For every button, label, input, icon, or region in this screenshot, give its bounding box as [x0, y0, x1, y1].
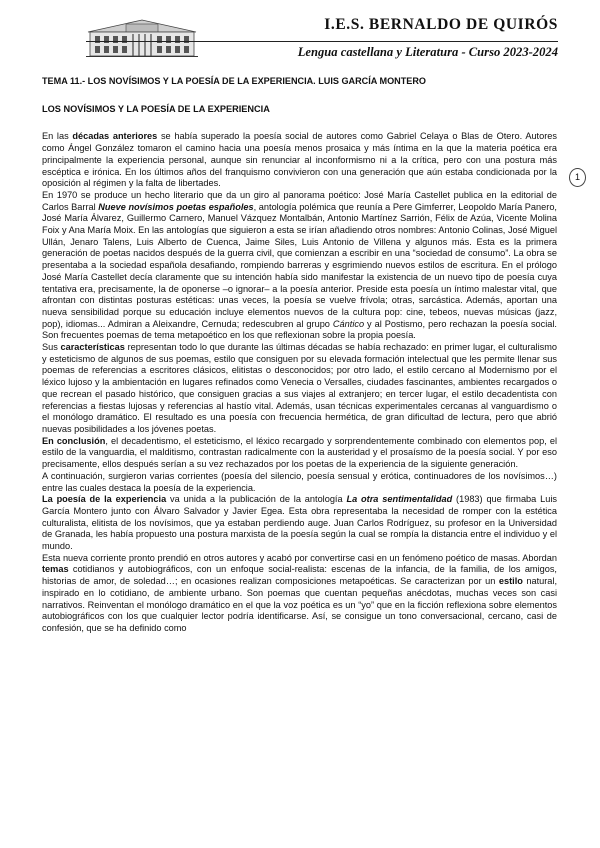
paragraph: La poesía de la experiencia va unida a la publicación de la antología La otra sentimentalidad (1983) que firmaba Luis García Montero junto con Álvaro Salvador y Javier Egea. Esta obra representaba la necesidad de romper con la estética culturalista, elitista de los novísimos, que ya estaban perdiendo auge. Juan Carlos Rodríguez, su profesor en la Universidad de Granada, les había propuesto una postura marxista de la poesía según la cual se rompía la distancia entre el individuo y el mundo. [42, 494, 557, 552]
paragraph: Sus características representan todo lo que durante las últimas décadas se había rechazado: en primer lugar, el culturalismo y esteticismo de algunos de sus poemas, estilo que consiguen por su elevada formación intelectual que les permite llenar sus poemas de referencias a escritores clásicos, elitistas o desconocidos; por otro lado, el estilo cercano al Modernismo por el léxico lujoso y la ambientación en lugares refinados como Venecia o Versalles, ciudades fascinantes, ambientes recargados o que recrean el pasado histórico, que consiguen gracias a sus viajes al extranjero; en tercer lugar, el estilo decadentista con referencias a fiestas lujosas y referencias al hastío vital. Además, usan técnicas experimentales cercanas al vanguardismo o el monólogo dramático. El resultado es una poesía con frecuencia hermética, de gran dificultad de lectura, pero que abrió nuevas posibilidades a los jóvenes poetas. [42, 342, 557, 434]
paragraph: En 1970 se produce un hecho literario que da un giro al panorama poético: José María Castellet publica en la editorial de Carlos Barral Nueve novísimos poetas españoles, antología polémica que reunía a Pere Gimferrer, Leopoldo María Panero, José María Álvarez, Guillermo Carnero, Manuel Vázquez Montalbán, Antonio Martínez Sarrión, Félix de Azúa, Vicente Molina Foix y Ana María Moix. En las antologías que siguieron a esta se irían añadiendo otros nombres: Antonio Colinas, José Miguel Ullán, Jenaro Talens, Luis Alberto de Cuenca, Jaime Siles, Luis Antonio de Villena y algunos más. Esta es la primera generación de poetas nacidos después de la guerra civil, que comienzan a escribir en una “sociedad de consumo”. La obra se presentaba a la sociedad española desafiando, rompiendo barreras y esgrimiendo nuevos estilos de escritura. En el prólogo José María Castellet decía claramente que su intención había sido manifestar la existencia de un nuevo tipo de poesía cuya tentativa era, precisamente, la de oponerse –o ignorar– a la poesía anterior. Preside esta poesía un íntimo malestar vital, que afrontan con distintas posturas estéticas: unas veces, la poesía se vuelve frívola; otras, sarcástica. Además, aportan una nueva sensibilidad porque su educación incluye elementos nuevos de la cultura pop: cine, tebeos, nuevas músicas (jazz, pop), idiomas... Admiran a Aleixandre, Cernuda; redescubren al grupo Cántico y al Postismo, pero rechazan la poesía social. Son frecuentes poemas de tema metapoético en los que reflexionan sobre la propia poesía. [42, 189, 557, 341]
paragraphs [42, 131, 557, 634]
section-heading: LOS NOVÍSIMOS Y LA POESÍA DE LA EXPERIENCIA [42, 103, 270, 114]
course-title: Lengua castellana y Literatura - Curso 2023-2024 [297, 45, 558, 59]
paragraph: En conclusión, el decadentismo, el esteticismo, el léxico recargado y sorprendentemente combinado con elementos pop, el estilo de la vanguardia, el malditismo, contrastan radicalmente con la austeridad y el prosaísmo de la poesía social. Y por eso precisamente, ellos después serían a su vez rechazados por los poetas de la experiencia de la siguiente generación. [42, 435, 558, 470]
paragraph: En las décadas anteriores se había superado la poesía social de autores como Gabriel Celaya o Blas de Otero. Autores como Ángel González tomaron el camino hacia una poesía menos prosaica y más íntima en la que la materia poética era principalmente la experiencia personal, aunque sin renunciar al inconformismo ni a la crítica, pero con una postura más escéptica e irónica. En los últimos años del franquismo convivieron con una generación que aún estaba condicionada por la oposición al régimen y la falta de libertades. [42, 131, 557, 189]
document-body [42, 76, 557, 635]
page-number: 1 [569, 168, 586, 187]
school-building-logo [86, 18, 198, 58]
paragraph: Esta nueva corriente pronto prendió en otros autores y acabó por convertirse casi en un fenómeno poético de masas. Abordan temas cotidianos y autobiográficos, con un enfoque social-realista: escenas de la infancia, de la familia, de los amigos, historias de amor, de soledad…; en ocasiones realizan composiciones metapoéticas. Se caracterizan por un estilo natural, inspirado en lo cotidiano, de ambiente urbano. Son poemas que cuentan pequeñas anécdotas, muchas veces son casi narrativos. Reinventan el monólogo dramático en el que la voz poética es un “yo” que en la ficción reflexiona sobre elementos autobiográficos con los que cualquier lector podría identificarse. Así, se consigue un tono conversacional, cercano, casi de confesión, que se ha definido como [42, 552, 558, 633]
school-name: I.E.S. BERNALDO DE QUIRÓS [324, 16, 558, 33]
paragraph: A continuación, surgieron varias corrientes (poesía del silencio, poesía sensual y erótica, continuadores de los novísimos…) entre las cuales destaca la poesía de la experiencia. [42, 470, 557, 493]
document-title: TEMA 11.- LOS NOVÍSIMOS Y LA POESÍA DE LA EXPERIENCIA. LUIS GARCÍA MONTERO [42, 76, 427, 86]
header-rule [86, 41, 558, 42]
